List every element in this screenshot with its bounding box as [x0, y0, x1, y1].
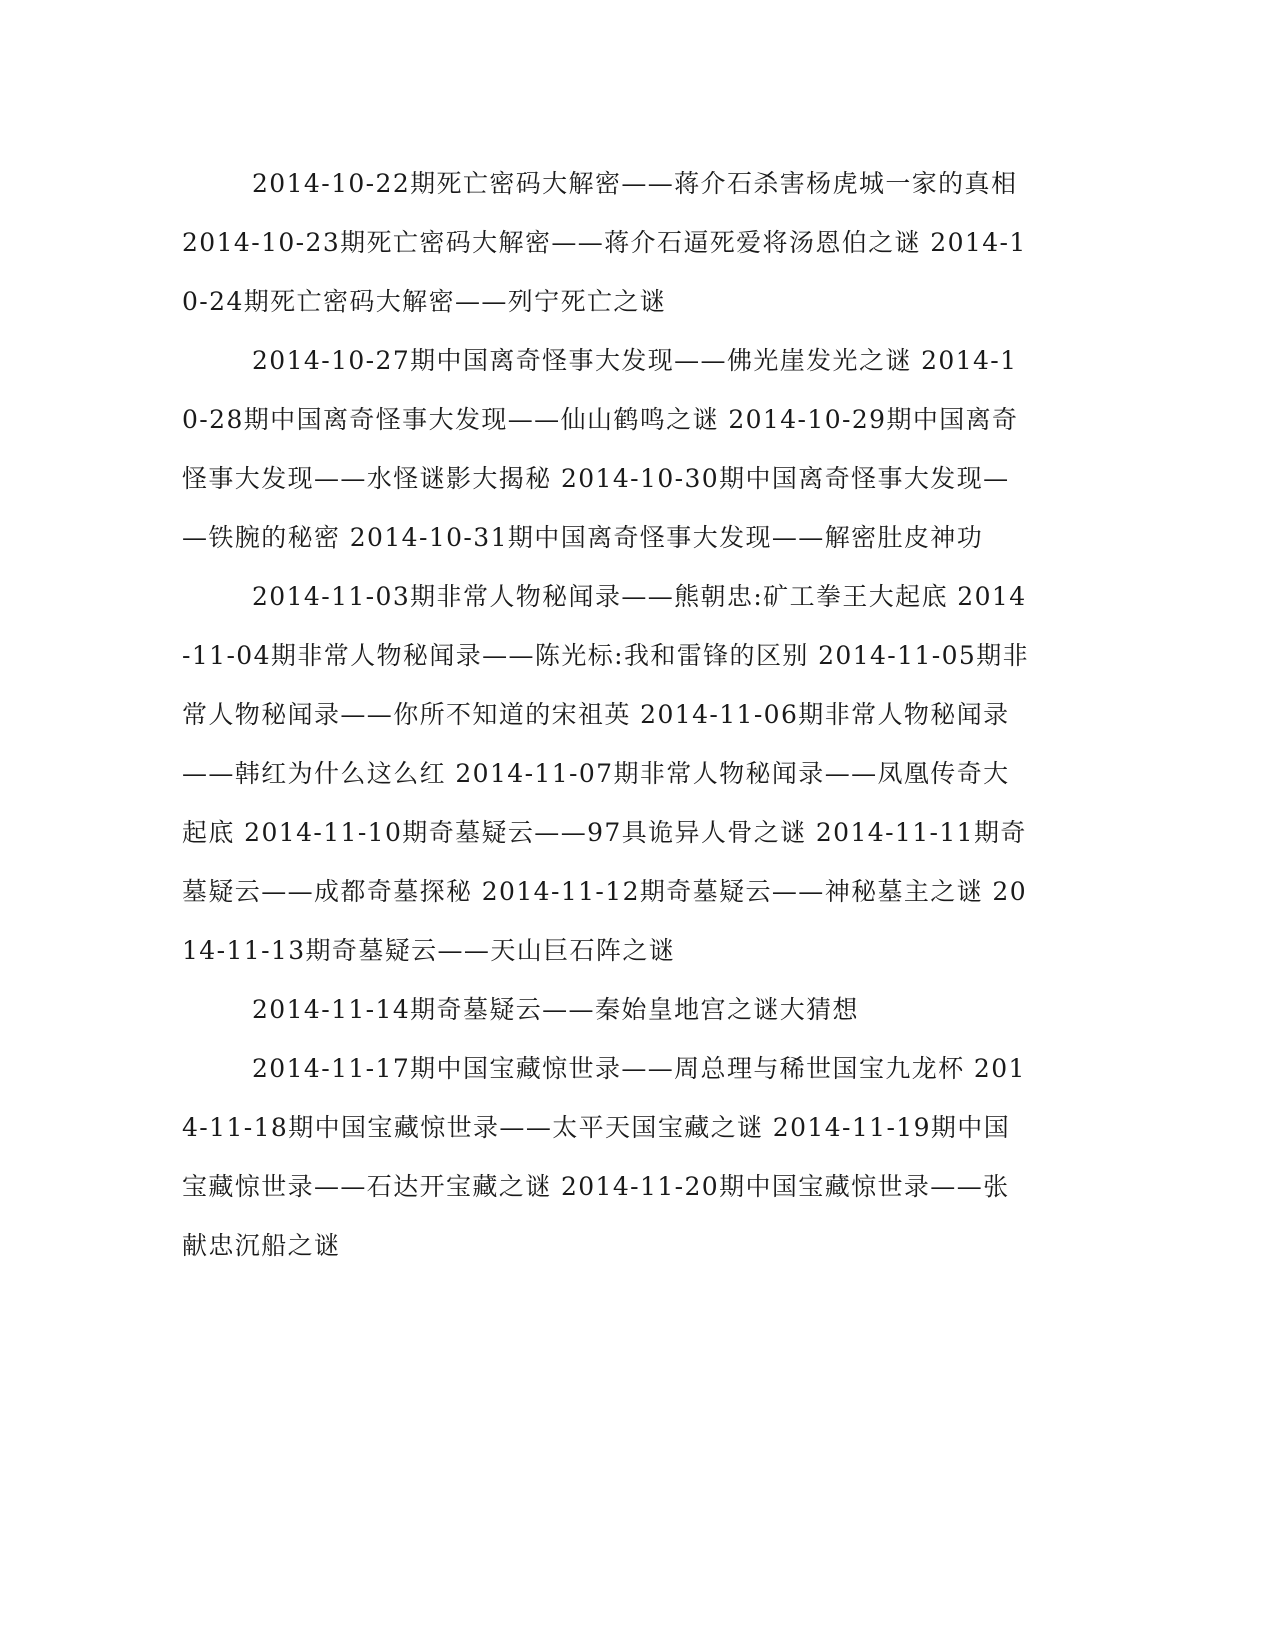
paragraph-strange-events: 2014-10-27期中国离奇怪事大发现——佛光崖发光之谜 2014-10-28期中国离奇怪事大发现——仙山鹤鸣之谜 2014-10-29期中国离奇怪事大发现——水怪谜影大揭秘 2014-10-30期中国离奇怪事大发现——铁腕的秘密 2014-10-31期中国离奇怪事大发现——解密肚皮神功 [182, 346, 1019, 552]
paragraph-treasures: 2014-11-17期中国宝藏惊世录——周总理与稀世国宝九龙杯 2014-11-18期中国宝藏惊世录——太平天国宝藏之谜 2014-11-19期中国宝藏惊世录——石达开宝藏之谜 2014-11-20期中国宝藏惊世录——张献忠沉船之谜 [182, 1054, 1026, 1260]
paragraph-death-code: 2014-10-22期死亡密码大解密——蒋介石杀害杨虎城一家的真相 2014-10-23期死亡密码大解密——蒋介石逼死爱将汤恩伯之谜 2014-10-24期死亡密码大解密——列宁死亡之谜 [182, 169, 1027, 316]
paragraph-qin-tomb: 2014-11-14期奇墓疑云——秦始皇地宫之谜大猜想 [252, 995, 859, 1024]
paragraph-unusual-people: 2014-11-03期非常人物秘闻录——熊朝忠:矿工拳王大起底 2014-11-04期非常人物秘闻录——陈光标:我和雷锋的区别 2014-11-05期非常人物秘闻录——你所不知道的宋祖英 2014-11-06期非常人物秘闻录——韩红为什么这么红 2014-11-07期非常人物秘闻录——凤凰传奇大起底 2014-11-10期奇墓疑云——97具诡异人骨之谜 2014-11-11期奇墓疑云——成都奇墓探秘 2014-11-12期奇墓疑云——神秘墓主之谜 2014-11-13期奇墓疑云——天山巨石阵之谜 [182, 582, 1030, 965]
document-body [182, 154, 1034, 1275]
